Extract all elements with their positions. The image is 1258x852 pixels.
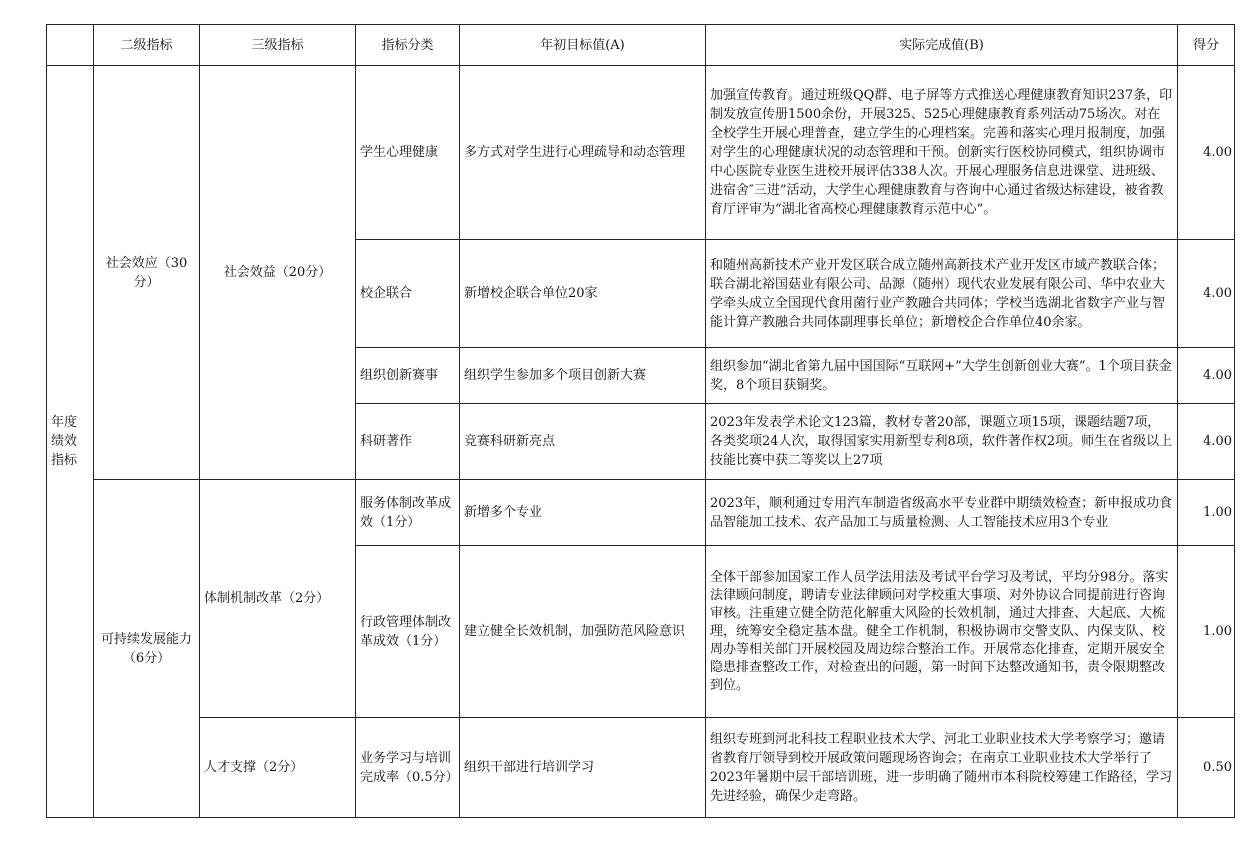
header-actual: 实际完成值(B) bbox=[706, 25, 1178, 66]
level1-indicator: 年度绩效指标 bbox=[47, 66, 94, 818]
table-header-row bbox=[47, 25, 1235, 66]
header-category: 指标分类 bbox=[356, 25, 460, 66]
category-cell: 校企联合 bbox=[356, 240, 460, 348]
performance-indicator-table bbox=[46, 24, 1235, 818]
header-score: 得分 bbox=[1178, 25, 1235, 66]
category-cell: 组织创新赛事 bbox=[356, 348, 460, 404]
category-cell: 科研著作 bbox=[356, 404, 460, 480]
actual-cell: 和随州高新技术产业开发区联合成立随州高新技术产业开发区市域产教联合体；联合湖北裕国菇业有限公司、品源（随州）现代农业发展有限公司、华中农业大学牵头成立全国现代食用菌行业产教融合共同体；学校当选湖北省数字产业与智能计算产教融合共同体副理事长单位；新增校企合作单位40余家。 bbox=[706, 240, 1178, 348]
category-cell: 业务学习与培训完成率（0.5分） bbox=[356, 718, 460, 818]
target-cell: 组织学生参加多个项目创新大赛 bbox=[460, 348, 706, 404]
category-cell: 行政管理体制改革成效（1分） bbox=[356, 546, 460, 718]
actual-cell: 2023年发表学术论文123篇，教材专著20部，课题立项15项，课题结题7项，各类奖项24人次，取得国家实用新型专利8项，软件著作权2项。师生在省级以上技能比赛中获二等奖以上27项 bbox=[706, 404, 1178, 480]
score-cell: 1.00 bbox=[1178, 546, 1235, 718]
table-row bbox=[47, 718, 1235, 818]
score-cell: 1.00 bbox=[1178, 480, 1235, 546]
level3-indicator: 人才支撑（2分） bbox=[200, 718, 356, 818]
level2-indicator: 可持续发展能力（6分） bbox=[94, 480, 200, 818]
actual-cell: 2023年，顺利通过专用汽车制造省级高水平专业群中期绩效检查；新申报成功食品智能加工技术、农产品加工与质量检测、人工智能技术应用3个专业 bbox=[706, 480, 1178, 546]
score-cell: 4.00 bbox=[1178, 66, 1235, 240]
score-cell: 4.00 bbox=[1178, 404, 1235, 480]
target-cell: 新增多个专业 bbox=[460, 480, 706, 546]
header-blank bbox=[47, 25, 94, 66]
category-cell: 服务体制改革成效（1分） bbox=[356, 480, 460, 546]
category-cell: 学生心理健康 bbox=[356, 66, 460, 240]
level2-indicator: 社会效应（30分） bbox=[94, 66, 200, 480]
target-cell: 竞赛科研新亮点 bbox=[460, 404, 706, 480]
level3-indicator: 社会效益（20分） bbox=[200, 66, 356, 480]
target-cell: 多方式对学生进行心理疏导和动态管理 bbox=[460, 66, 706, 240]
table-row bbox=[47, 480, 1235, 546]
actual-cell: 加强宣传教育。通过班级QQ群、电子屏等方式推送心理健康教育知识237条，印制发放宣传册1500余份，开展325、525心理健康教育系列活动75场次。对在全校学生开展心理普查，建立学生的心理档案。完善和落实心理月报制度，加强对学生的心理健康状况的动态管理和干预。创新实行医校协同模式，组织协调市中心医院专业医生进校开展评估338人次。开展心理服务信息进课堂、进班级、进宿舍″三进”活动，大学生心理健康教育与咨询中心通过省级达标建设，被省教育厅评审为“湖北省高校心理健康教育示范中心”。 bbox=[706, 66, 1178, 240]
actual-cell: 组织专班到河北科技工程职业技术大学、河北工业职业技术大学考察学习；邀请省教育厅领导到校开展政策问题现场咨询会；在南京工业职业技术大学举行了2023年暑期中层干部培训班，进一步明确了随州市本科院校筹建工作路径，学习先进经验，确保少走弯路。 bbox=[706, 718, 1178, 818]
score-cell: 4.00 bbox=[1178, 240, 1235, 348]
score-cell: 4.00 bbox=[1178, 348, 1235, 404]
header-level3: 三级指标 bbox=[200, 25, 356, 66]
actual-cell: 组织参加“湖北省第九届中国国际“互联网+”大学生创新创业大赛”。1个项目获金奖，8个项目获铜奖。 bbox=[706, 348, 1178, 404]
header-level2: 二级指标 bbox=[94, 25, 200, 66]
table-row bbox=[47, 66, 1235, 240]
target-cell: 组织干部进行培训学习 bbox=[460, 718, 706, 818]
score-cell: 0.50 bbox=[1178, 718, 1235, 818]
level3-indicator: 体制机制改革（2分） bbox=[200, 480, 356, 718]
header-target: 年初目标值(A) bbox=[460, 25, 706, 66]
actual-cell: 全体干部参加国家工作人员学法用法及考试平台学习及考试，平均分98分。落实法律顾问制度，聘请专业法律顾问对学校重大事项、对外协议合同提前进行咨询审核。注重建立健全防范化解重大风险的长效机制，通过大排查、大起底、大梳理，统筹安全稳定基本盘。健全工作机制，积极协调市交警支队、内保支队、校周办等相关部门开展校园及周边综合整治工作。开展常态化排查，定期开展安全隐患排查整改工作，对检查出的问题，第一时间下达整改通知书，责令限期整改到位。 bbox=[706, 546, 1178, 718]
target-cell: 新增校企联合单位20家 bbox=[460, 240, 706, 348]
target-cell: 建立健全长效机制，加强防范风险意识 bbox=[460, 546, 706, 718]
